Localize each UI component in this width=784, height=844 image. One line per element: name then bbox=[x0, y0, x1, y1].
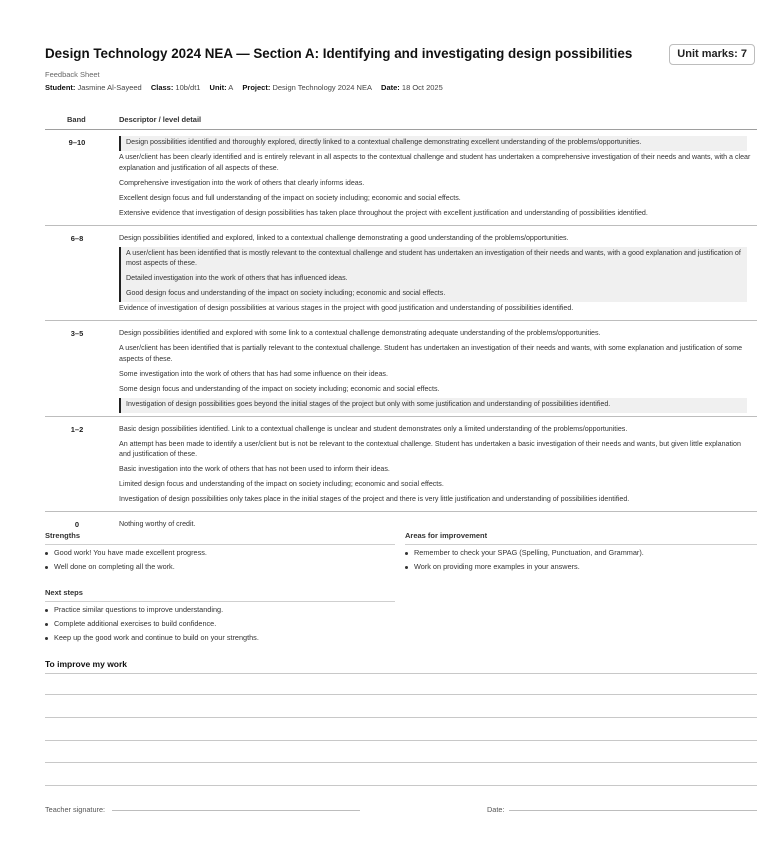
writing-line[interactable] bbox=[45, 717, 757, 718]
list-item: Complete additional exercises to build confidence. bbox=[45, 617, 259, 631]
rubric-table bbox=[45, 108, 757, 536]
band-label: 6–8 bbox=[70, 233, 84, 243]
page-subtitle: Feedback Sheet bbox=[45, 70, 100, 79]
writing-line[interactable] bbox=[45, 740, 757, 741]
descriptor: Design possibilities identified and explored, linked to a contextual challenge demonstrating a good understanding of the problems/opportunities. bbox=[119, 233, 569, 242]
band-label: 3–5 bbox=[70, 329, 84, 339]
descriptor: A user/client has been clearly identified and is entirely relevant in all aspects to the contextual challenge and student has undertaken a comprehensive investigation of their needs and wants, with a clear explanation and justification of all aspects of these. bbox=[119, 152, 751, 172]
rubric-band-0 bbox=[45, 512, 757, 536]
student-name: Jasmine Al-Sayeed bbox=[77, 83, 142, 92]
descriptor: An attempt has been made to identify a user/client but is not be relevant to the contextual challenge. Student has undertaken a basic investigation of their needs and wants, but given little explanation and justification of these. bbox=[119, 439, 741, 459]
descriptor: Comprehensive investigation into the work of others that clearly informs ideas. bbox=[119, 178, 365, 187]
descriptor: Investigation of design possibilities only takes place in the initial stages of the project and there is very little justification and understanding of possibilities identified. bbox=[119, 495, 630, 504]
improve-work-heading: To improve my work bbox=[45, 659, 128, 669]
strengths-list bbox=[45, 546, 207, 574]
descriptor: Some investigation into the work of others that has had some influence on their ideas. bbox=[119, 369, 388, 378]
writing-line[interactable] bbox=[45, 785, 757, 786]
descriptor-column-header: Descriptor / level detail bbox=[119, 115, 202, 124]
descriptor: Limited design focus and understanding of the impact on society including; economic and social effects. bbox=[119, 480, 444, 489]
list-item: Good work! You have made excellent progress. bbox=[45, 546, 207, 560]
list-item: Keep up the good work and continue to build on your strengths. bbox=[45, 631, 259, 645]
writing-line[interactable] bbox=[45, 694, 757, 695]
rubric-band-1-2 bbox=[45, 417, 757, 513]
writing-line[interactable] bbox=[45, 673, 757, 674]
next-steps-heading: Next steps bbox=[45, 588, 83, 597]
teacher-signature-line[interactable] bbox=[112, 810, 360, 811]
unit-label: Unit: bbox=[209, 83, 227, 92]
strengths-divider bbox=[45, 544, 395, 545]
improvements-divider bbox=[405, 544, 757, 545]
title-row bbox=[45, 44, 757, 66]
descriptor: Excellent design focus and full understanding of the impact on society including; economic and social effects. bbox=[119, 193, 461, 202]
descriptor: Basic investigation into the work of others that has not been used to inform their ideas. bbox=[119, 465, 390, 474]
list-item: Remember to check your SPAG (Spelling, Punctuation, and Grammar). bbox=[405, 546, 644, 560]
rubric-header bbox=[45, 108, 757, 130]
signature-date-line[interactable] bbox=[509, 810, 757, 811]
rubric-band-6-8 bbox=[45, 226, 757, 322]
student-label: Student: bbox=[45, 83, 76, 92]
descriptor: Some design focus and understanding of the impact on society including; economic and social effects. bbox=[119, 384, 440, 393]
descriptor: Basic design possibilities identified. Link to a contextual challenge is unclear and student demonstrates only a limited understanding of the problems/opportunities. bbox=[119, 424, 628, 433]
strengths-heading: Strengths bbox=[45, 531, 81, 540]
rubric-band-9-10 bbox=[45, 130, 757, 226]
descriptor-selected: A user/client has been identified that is mostly relevant to the contextual challenge and student has undertaken an investigation of their needs and wants, with a good explanation and justification of most aspects of these. bbox=[119, 247, 747, 273]
teacher-signature-label: Teacher signature: bbox=[45, 805, 106, 814]
improvements-heading: Areas for improvement bbox=[405, 531, 488, 540]
descriptor: Extensive evidence that investigation of design possibilities has taken place throughout the project with excellent justification and understanding of possibilities identified. bbox=[119, 208, 648, 217]
descriptor: A user/client has been identified that is partially relevant to the contextual challenge. Student has undertaken an investigation of their needs and wants, with some explanation and justification of some aspects of these. bbox=[119, 344, 743, 363]
list-item: Practice similar questions to improve understanding. bbox=[45, 603, 259, 617]
project-label: Project: bbox=[242, 83, 271, 92]
signature-date-label: Date: bbox=[487, 805, 505, 814]
descriptor: Design possibilities identified and explored with some link to a contextual challenge demonstrating adequate understanding of the problems/opportunities. bbox=[119, 329, 601, 338]
improvements-list bbox=[405, 546, 644, 574]
descriptor-selected: Good design focus and understanding of the impact on society including; economic and social effects. bbox=[119, 287, 747, 302]
descriptor-selected: Design possibilities identified and thoroughly explored, directly linked to a contextual challenge demonstrating excellent understanding of the problems/opportunities. bbox=[119, 136, 747, 151]
unit-marks-value: 7 bbox=[740, 48, 747, 60]
next-steps-divider bbox=[45, 601, 395, 602]
date-value: 18 Oct 2025 bbox=[401, 83, 443, 92]
unit-value: A bbox=[228, 83, 234, 92]
descriptor-selected: Detailed investigation into the work of others that has influenced ideas. bbox=[119, 272, 747, 287]
page-title: Design Technology 2024 NEA — Section A: Identifying and investigating design possibilities bbox=[45, 46, 633, 61]
list-item: Well done on completing all the work. bbox=[45, 560, 207, 574]
student-meta bbox=[45, 83, 443, 92]
band-column-header: Band bbox=[67, 115, 86, 124]
writing-line[interactable] bbox=[45, 762, 757, 763]
class-value: 10b/dt1 bbox=[175, 83, 201, 92]
descriptor: Nothing worthy of credit. bbox=[119, 520, 196, 529]
date-label: Date: bbox=[381, 83, 400, 92]
next-steps-list bbox=[45, 603, 259, 646]
band-label: 1–2 bbox=[70, 424, 84, 434]
unit-marks-badge bbox=[669, 44, 755, 65]
band-label: 9–10 bbox=[68, 138, 86, 147]
unit-marks-label: Unit marks: bbox=[677, 48, 738, 60]
rubric-band-3-5 bbox=[45, 321, 757, 417]
descriptor: Evidence of investigation of design possibilities at various stages in the project with good justification and understanding of possibilities identified. bbox=[119, 304, 574, 313]
project-value: Design Technology 2024 NEA bbox=[272, 83, 372, 92]
class-label: Class: bbox=[150, 83, 174, 92]
descriptor-selected: Investigation of design possibilities goes beyond the initial stages of the project but only with some justification and understanding of possibilities identified. bbox=[119, 398, 747, 413]
band-label: 0 bbox=[74, 520, 80, 530]
list-item: Work on providing more examples in your answers. bbox=[405, 560, 644, 574]
